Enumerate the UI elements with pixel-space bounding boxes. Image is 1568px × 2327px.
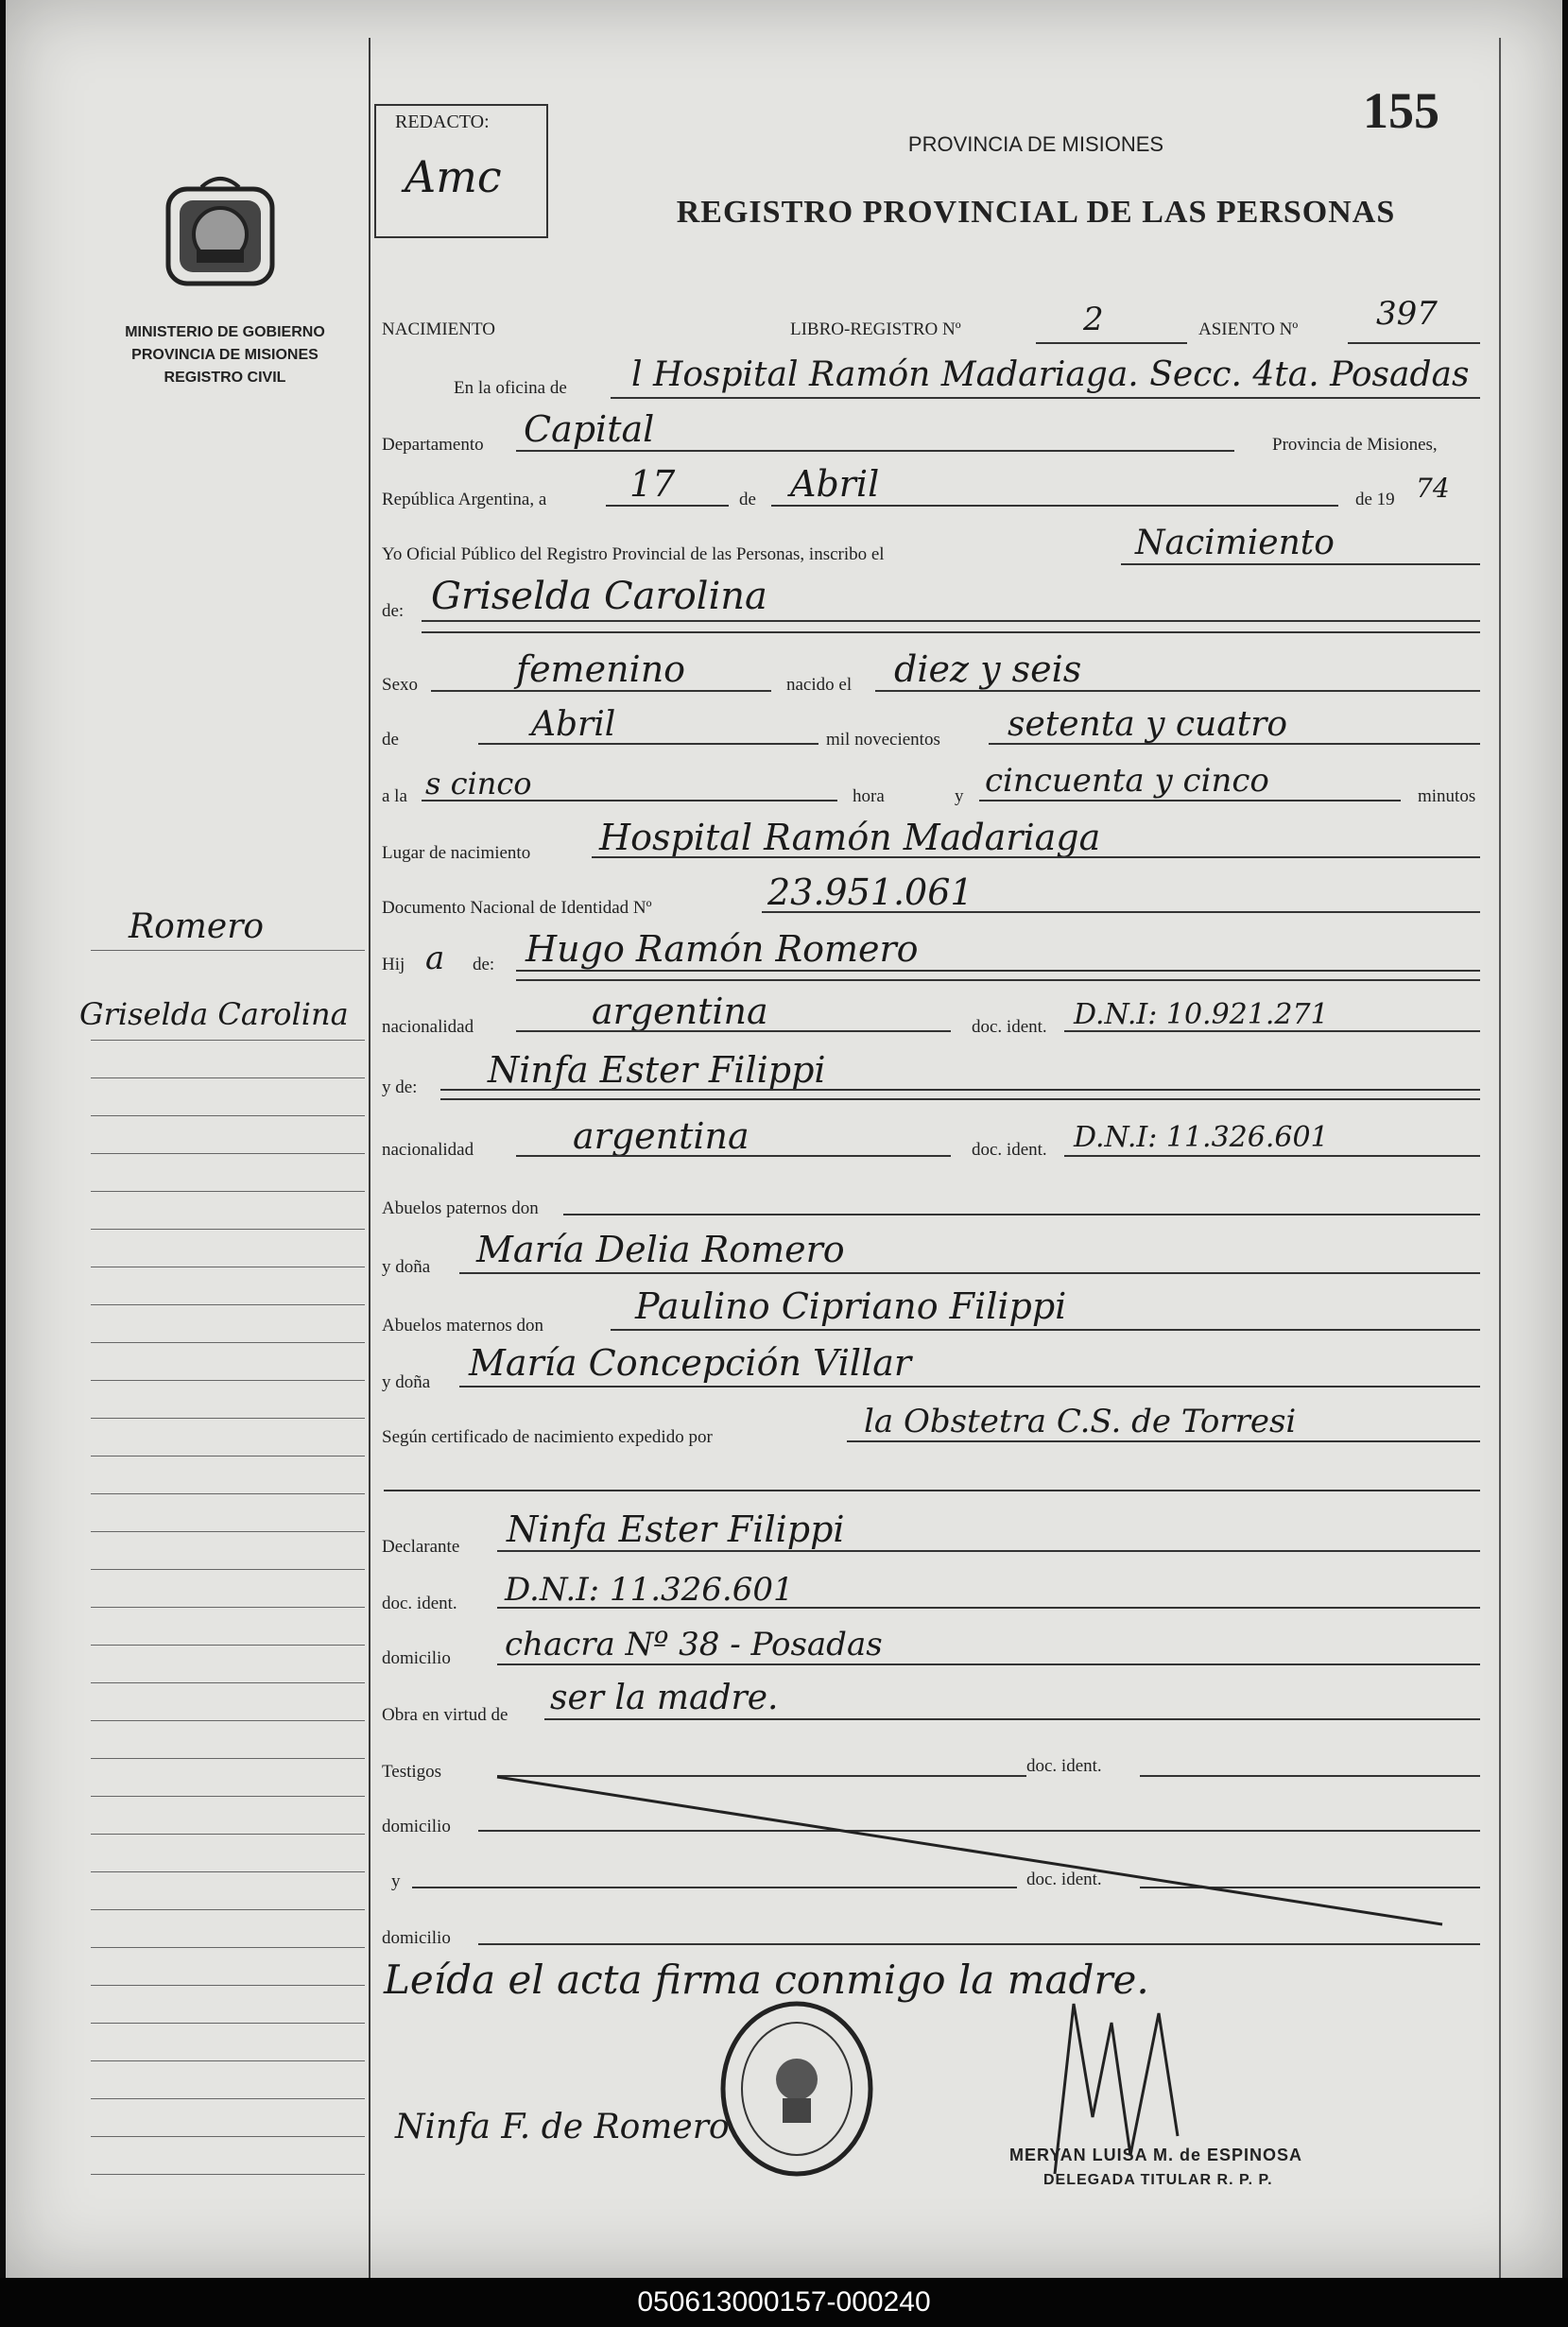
margin-line [91,1758,365,1759]
asiento-line [1348,342,1480,344]
domicilio2-label: domicilio [382,1817,451,1836]
libro-value: 2 [1083,301,1104,338]
redacto-box [374,104,548,238]
doc3-value: D.N.I: 11.326.601 [505,1571,794,1609]
nac1-label: nacionalidad [382,1017,474,1037]
left-signature: Ninfa F. de Romero [395,2108,730,2146]
leida-text: Leída el acta firma conmigo la madre. [384,1956,1149,2003]
abuela-pat-value: María Delia Romero [476,1229,845,1270]
nac1-line [516,1030,951,1032]
margin-surname: Romero [129,907,265,946]
domicilio3-label: domicilio [382,1928,451,1948]
margin-line [91,950,365,951]
header-province: PROVINCIA DE MISIONES [907,132,1164,156]
sexo-label: Sexo [382,675,418,695]
margin-line [91,1077,365,1078]
footer-code: 050613000157-000240 [0,2278,1568,2327]
margin-line [91,1720,365,1721]
segun-value: la Obstetra C.S. de Torresi [864,1403,1297,1440]
ydona1-label: y doña [382,1257,431,1277]
mes-line [771,505,1338,507]
hij-suffix: a [425,939,445,977]
minutos-line [979,800,1401,802]
margin-line [91,1834,365,1835]
margin-line [91,1040,365,1041]
margin-line [91,2136,365,2137]
doc2-value: D.N.I: 11.326.601 [1074,1121,1329,1154]
ala-label: a la [382,786,407,806]
abuelo-mat-value: Paulino Cipriano Filippi [635,1285,1067,1327]
de19-label: de 19 [1355,490,1395,509]
libro-line [1036,342,1187,344]
oficina-line [611,397,1480,399]
margin-line [91,1607,365,1608]
redacto-label: REDACTO: [395,112,490,132]
doc1-label: doc. ident. [972,1017,1047,1037]
nacido-value: diez y seis [894,648,1082,690]
padre-line [516,970,1480,972]
margin-line [91,2023,365,2024]
margin-rule [369,38,370,2278]
ministry-line2: PROVINCIA DE MISIONES [131,347,319,363]
nac2-label: nacionalidad [382,1140,474,1160]
oficina-label: En la oficina de [454,378,567,398]
abuela-pat-line [459,1272,1480,1274]
abuelos-mat-label: Abuelos maternos don [382,1316,543,1336]
yde-label: y de: [382,1077,418,1097]
departamento-label: Departamento [382,435,484,455]
margin-line [91,1985,365,1986]
domicilio-line [497,1663,1480,1665]
doc2-line [1064,1155,1480,1157]
madre-value: Ninfa Ester Filippi [488,1049,826,1091]
nac2-line [516,1155,951,1157]
hora-value: s cinco [425,766,532,802]
lugar-label: Lugar de nacimiento [382,843,531,863]
ministry-line1: MINISTERIO DE GOBIERNO [125,324,325,340]
margin-line [91,1304,365,1305]
abuelos-pat-label: Abuelos paternos don [382,1198,539,1218]
margin-line [91,1229,365,1230]
de2-label: de [382,730,399,750]
dni-line [762,911,1480,913]
obra-label: Obra en virtud de [382,1705,508,1725]
anio2-line [989,743,1480,745]
abuelo-mat-line [611,1329,1480,1331]
mes2-line [478,743,818,745]
minutos-value: cincuenta y cinco [985,762,1269,800]
declarante-value: Ninfa Ester Filippi [507,1508,845,1550]
margin-line [91,2060,365,2061]
obra-line [544,1718,1480,1720]
doc3-line [497,1607,1480,1609]
domicilio3-line [478,1943,1480,1945]
domicilio-label: domicilio [382,1648,451,1668]
provincia-label: Provincia de Misiones, [1272,435,1438,455]
nac1-value: argentina [592,991,768,1032]
oficina-value: l Hospital Ramón Madariaga. Secc. 4ta. Posadas [631,355,1470,394]
nombre-value: Griselda Carolina [431,575,767,618]
segun-line [847,1440,1480,1442]
dia-line [606,505,729,507]
right-edge-rule [1499,38,1501,2278]
lugar-line [592,856,1480,858]
margin-line [91,1456,365,1457]
margin-line [91,1947,365,1948]
hora-line [422,800,837,802]
obra-value: ser la madre. [550,1679,779,1717]
doc1-value: D.N.I: 10.921.271 [1074,998,1329,1031]
margin-line [91,1531,365,1532]
inscribo-line [1121,563,1480,565]
margin-line [91,1342,365,1343]
margin-line [91,1191,365,1192]
padre-value: Hugo Ramón Romero [526,928,919,970]
margin-line [91,1569,365,1570]
abuela-mat-value: María Concepción Villar [469,1342,912,1384]
coat-of-arms-icon [159,170,282,293]
anio2-value: setenta y cuatro [1008,705,1288,744]
nombre-line-2 [422,631,1480,633]
madre-line-2 [440,1098,1480,1100]
testigos-label: Testigos [382,1762,442,1782]
margin-line [91,1645,365,1646]
margin-line [91,1871,365,1872]
redacto-value: Amc [405,151,502,202]
departamento-value: Capital [524,408,655,450]
de-nombre-label: de: [382,601,405,621]
oficial-label: Yo Oficial Público del Registro Provincial de las Personas, inscribo el [382,544,885,564]
horas-label: hora [853,786,885,806]
header-title: REGISTRO PROVINCIAL DE LAS PERSONAS [676,195,1396,230]
ministry-block [93,321,357,389]
asiento-value: 397 [1376,295,1438,333]
declarante-line [497,1550,1480,1552]
nac2-value: argentina [573,1115,750,1157]
hij-de-label: de: [473,955,495,974]
margin-line [91,1153,365,1154]
minutos-label: minutos [1418,786,1476,806]
mes2-value: Abril [531,705,616,744]
official-name: MERYAN LUISA M. de ESPINOSA [1009,2146,1303,2164]
segun-label: Según certificado de nacimiento expedido por [382,1427,713,1447]
dni-label: Documento Nacional de Identidad Nº [382,898,652,918]
margin-line [91,1909,365,1910]
ministry-line3: REGISTRO CIVIL [164,370,286,386]
margin-line [91,1380,365,1381]
y2-label: y [391,1871,401,1891]
lugar-value: Hospital Ramón Madariaga [599,817,1101,858]
doc5-label: doc. ident. [1026,1870,1102,1889]
de-label: de [739,490,756,509]
mil-label: mil novecientos [826,730,940,750]
margin-line [91,2098,365,2099]
departamento-line [516,450,1234,452]
ydona2-label: y doña [382,1372,431,1392]
margin-line [91,1115,365,1116]
margin-line [91,2174,365,2175]
asiento-label: ASIENTO Nº [1198,319,1299,339]
margin-line [91,1418,365,1419]
margin-line [91,1493,365,1494]
segun-line-2 [384,1490,1480,1491]
official-seal-icon [716,1994,877,2183]
crossout-stroke [478,1758,1480,1938]
doc4-label: doc. ident. [1026,1756,1102,1776]
republica-label: República Argentina, a [382,490,547,509]
hij-label: Hij [382,955,405,974]
declarante-label: Declarante [382,1537,460,1557]
padre-line-2 [516,979,1480,981]
dni-value: 23.951.061 [767,871,974,913]
mes-value: Abril [790,463,880,505]
doc1-line [1064,1030,1480,1032]
dia-value: 17 [629,463,676,505]
abuela-mat-line [459,1386,1480,1388]
margin-line [91,1682,365,1683]
madre-line [440,1089,1480,1091]
anio-value: 74 [1416,473,1450,504]
doc2-label: doc. ident. [972,1140,1047,1160]
domicilio-value: chacra Nº 38 - Posadas [505,1626,883,1663]
y-label: y [955,786,964,806]
sexo-line [431,690,771,692]
abuelos-pat-line [563,1214,1480,1215]
nacido-line [875,690,1480,692]
page-number: 155 [1363,82,1439,139]
doc3-label: doc. ident. [382,1594,457,1613]
sexo-value: femenino [516,648,686,690]
nacimiento-label: NACIMIENTO [382,319,495,339]
nacido-label: nacido el [786,675,853,695]
document-page [6,0,1562,2278]
libro-label: LIBRO-REGISTRO Nº [790,319,961,339]
nombre-line [422,620,1480,622]
official-title: DELEGADA TITULAR R. P. P. [1043,2172,1273,2188]
margin-given-names: Griselda Carolina [79,996,349,1032]
inscribo-value: Nacimiento [1135,524,1335,562]
margin-line [91,1796,365,1797]
